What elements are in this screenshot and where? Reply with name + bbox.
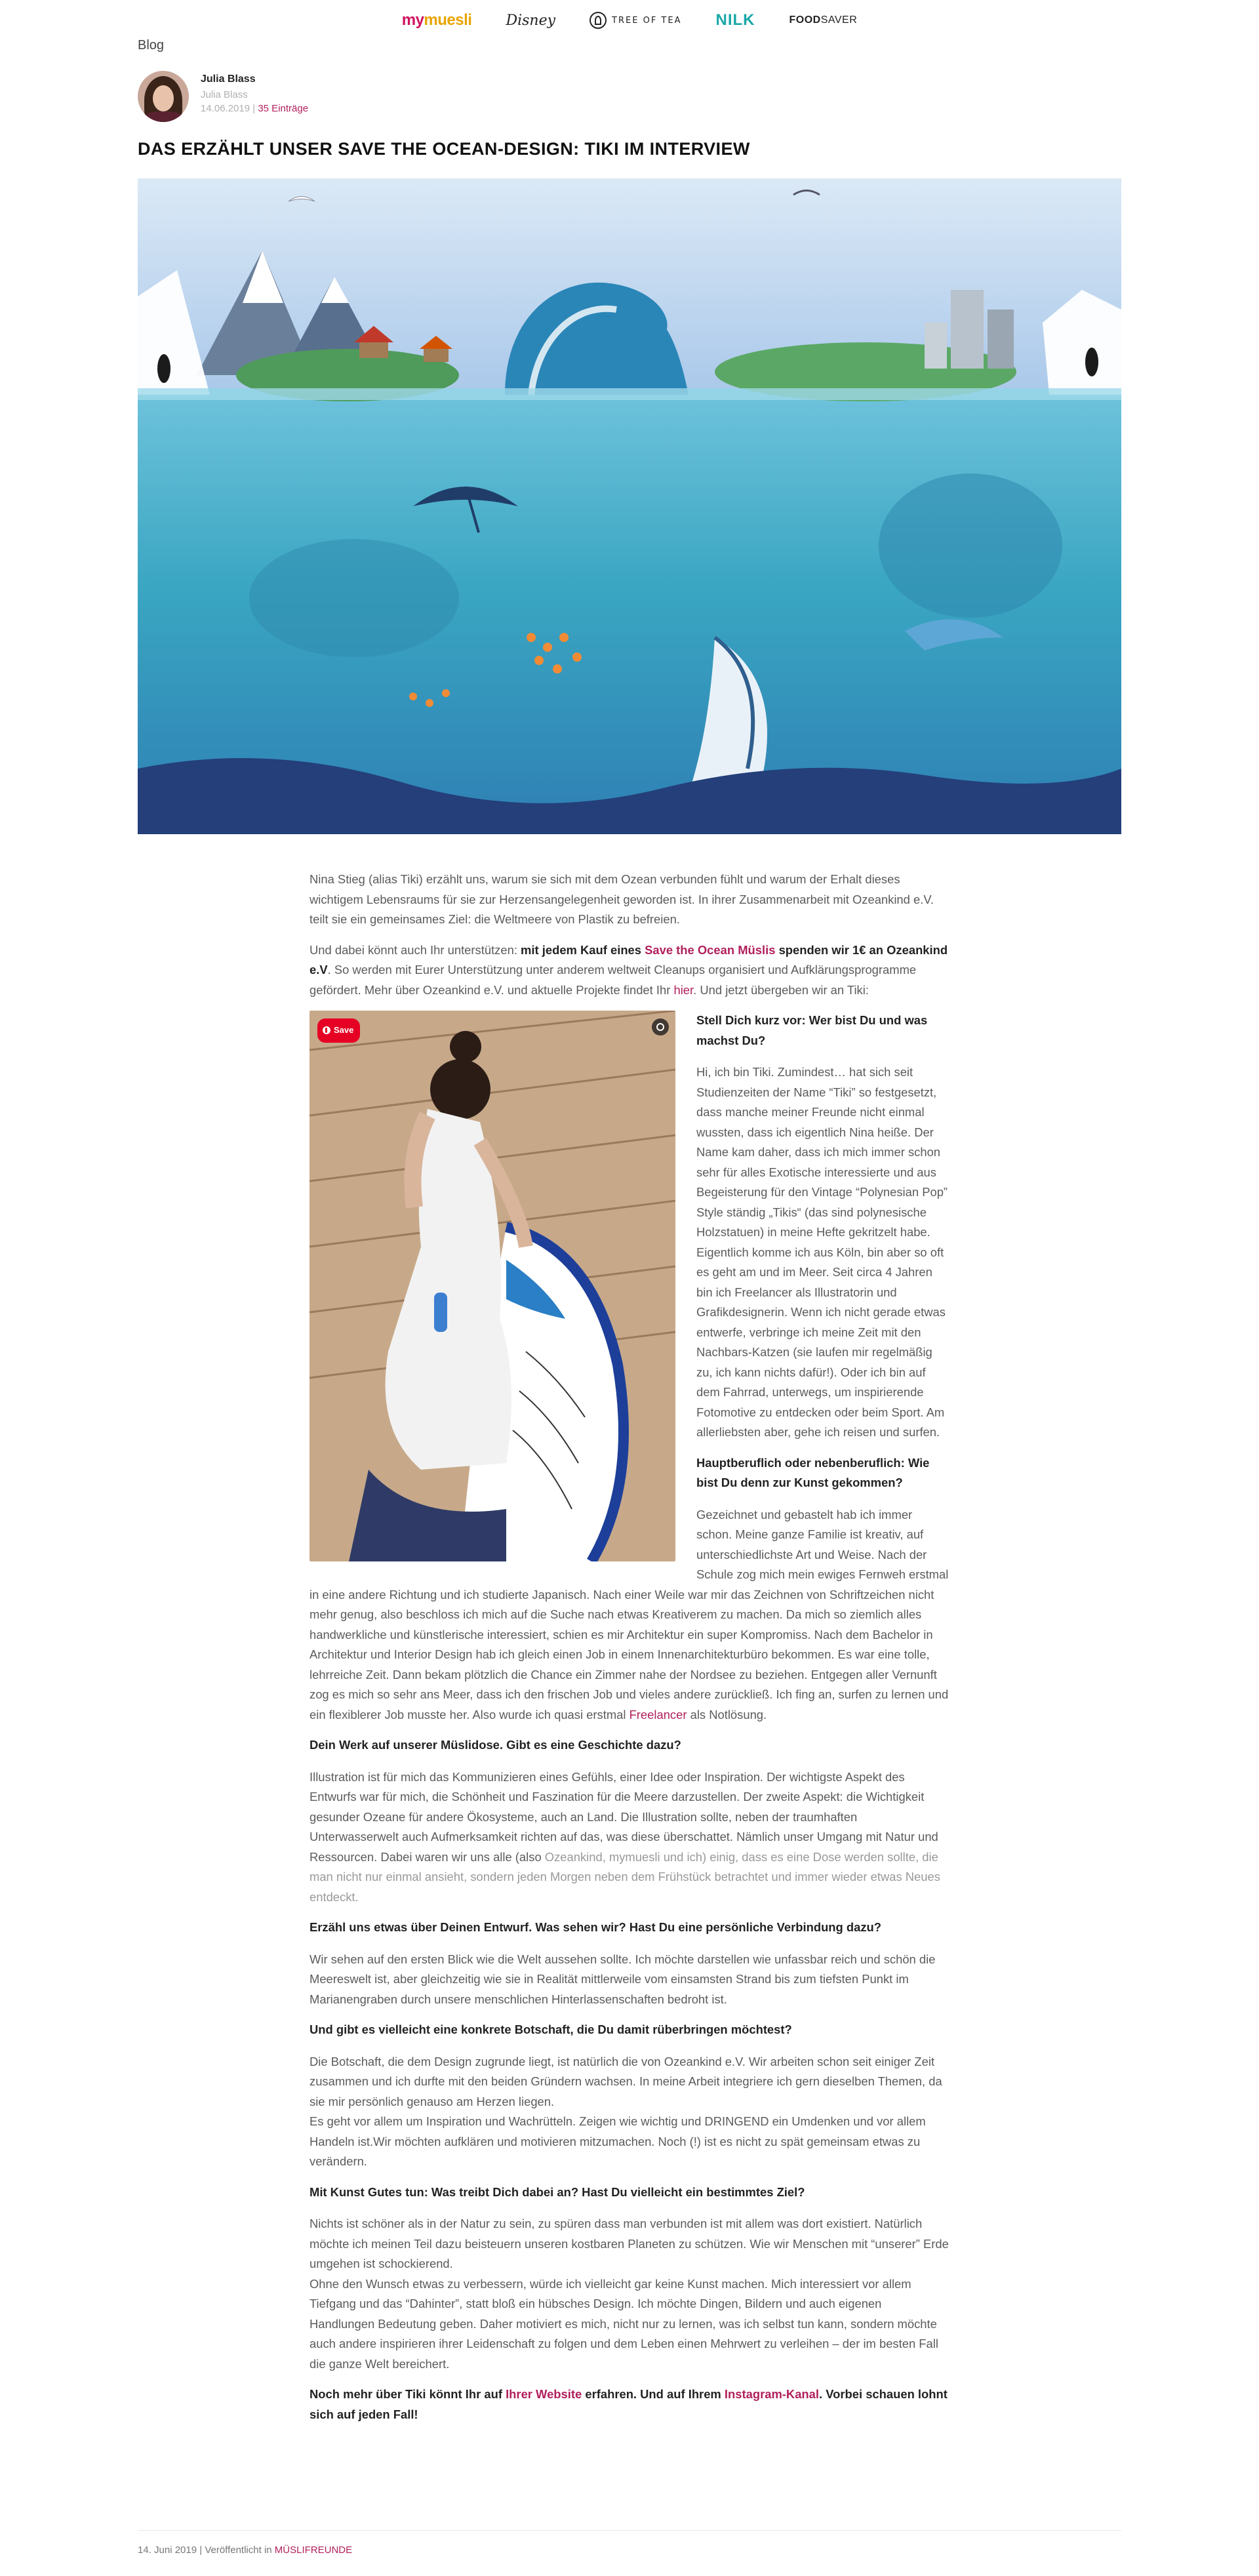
footer-separator: | [199, 2545, 203, 2556]
question-5: Und gibt es vielleicht eine konkrete Botschaft, die Du damit rüberbringen möchtest? [310, 2023, 792, 2036]
footer-published-in: Veröffentlicht in [205, 2545, 272, 2556]
breadcrumb[interactable]: Blog [138, 38, 165, 52]
avatar-face [153, 85, 174, 111]
freelancer-link[interactable]: Freelancer [629, 1707, 687, 1721]
footer-divider [138, 2530, 1121, 2531]
tiki-instagram-link[interactable]: Instagram-Kanal [724, 2387, 820, 2401]
question-3: Dein Werk auf unserer Müslidose. Gibt es eine Geschichte dazu? [310, 1738, 681, 1752]
support-text-c: spenden wir 1€ an Ozeankind e.V [310, 942, 948, 976]
answer-2-end: als Notlösung. [687, 1707, 767, 1721]
avatar[interactable] [138, 71, 189, 122]
answer-2-text: Gezeichnet und gebastelt hab ich immer schon. Meine ganze Familie ist kreativ, auf unterschiedlichste Art und Weise. Nach der Schule zog mich mein ewiges Fernweh erstmal in eine andere Richtung und ich studierte Japanisch. Nach einer Weile war mir das Zeichnen von Schriftzeichen nicht mehr genug, also beschloss ich mich auf die Suche nach etwas Kreativerem zu machen. Da mich so ziemlich alles handwerkliche und künstlerische interessiert, schien es mir Architektur ein super Kompromiss. Nach dem Bachelor in Architektur und Interior Design hab ich gleich einen Job in einem Innenarchitekturbüro bekommen. Es war eine tolle, lehrreiche Zeit. Dann bekam plötzlich die Chance ein Zimmer nahe der Nordsee zu beziehen. Entgegen aller Vernunft zog es mich so sehr ans Meer, dass ich den frischen Job und vieles andere zurückließ. Ich fing an, surfen zu lernen und ein flexiblerer Job musste her. Also wurde ich quasi erstmal [310, 1507, 949, 1721]
author-block [138, 71, 308, 122]
post-footer [138, 2545, 352, 2556]
brand-foodsaver-part-a: FOOD [789, 14, 821, 26]
answer-3 [310, 1767, 949, 1908]
ozeankind-here-link[interactable]: hier [673, 982, 694, 997]
pinterest-save-button[interactable] [317, 1018, 360, 1043]
brand-bar [0, 0, 1259, 41]
outro-text-c: . Vorbei schauen lohnt sich auf jeden Fall! [310, 2387, 948, 2421]
author-name[interactable]: Julia Blass [201, 73, 256, 85]
outro-text-a: Noch mehr über Tiki könnt Ihr auf [310, 2387, 506, 2401]
support-text-d: . So werden mit Eurer Unterstützung unter anderem weltweit Cleanups organisiert und Aufklärungsprogramme gefördert. Mehr über Ozeankind e.V. und aktuelle Projekte findet Ihr [310, 963, 917, 997]
visual-search-icon[interactable] [652, 1018, 669, 1036]
question-6: Mit Kunst Gutes tun: Was treibt Dich dabei an? Hast Du vielleicht ein bestimmtes Ziel? [310, 2184, 805, 2199]
question-4: Erzähl uns etwas über Deinen Entwurf. Was sehen wir? Hast Du eine persönliche Verbindung dazu? [310, 1920, 882, 1934]
brand-tree-of-tea-text: TREE OF TEA [612, 15, 682, 26]
answer-3-text: Illustration ist für mich das Kommunizieren eines Gefühls, einer Idee oder Inspiration. Der wichtigste Aspekt des Entwurfs war für mich, die Schönheit und Faszination für die Meere darzustellen. Der zweite Aspekt: die Wichtigkeit gesunder Ozeane für andere Ökosysteme, auch an Land. Die Illustration sollte, neben der traumhaften Unterwasserwelt auch Aufmerksamkeit richten auf das, was diese überschattet. Nämlich unser Umgang mit Natur und Ressourcen. Dabei waren wir uns alle (also [310, 1769, 938, 1864]
category-link[interactable]: MÜSLIFREUNDE [274, 2545, 353, 2556]
article-intro: Nina Stieg (alias Tiki) erzählt uns, warum sie sich mit dem Ozean verbunden fühlt und warum der Erhalt dieses wichtigem Lebensraums für sie zur Herzensangelegenheit geworden ist. In ihrer Zusammenarbeit mit Ozeankind e.V. teilt sie ein gemeinsames Ziel: die Weltmeere von Plastik zu befreien. [310, 872, 934, 926]
answer-5 [310, 2052, 949, 2172]
article-body [310, 870, 949, 2436]
author-meta [201, 103, 308, 114]
article-support-paragraph [310, 940, 949, 1001]
answer-6 [310, 2214, 949, 2374]
brand-tree-of-tea-logo[interactable] [572, 7, 698, 33]
question-2: Hauptberuflich oder nebenberuflich: Wie bist Du denn zur Kunst gekommen? [696, 1455, 930, 1489]
avatar-shirt [142, 111, 185, 122]
hero-ocean-illustration [138, 178, 1121, 834]
brand-mymuesli-part-b: muesli [424, 11, 472, 29]
pinterest-icon [323, 1026, 330, 1034]
author-info [201, 71, 308, 114]
answer-5-part-2: Es geht vor allem um Inspiration und Wachrütteln. Zeigen wie wichtig und DRINGEND ein Umdenken und vor allem Handeln ist.Wir möchten aufklären und motivieren mitzumachen. Noch (!) ist es nicht zu spät gemeinsam etwas zu verändern. [310, 2114, 926, 2168]
brand-disney-text: Disney [506, 12, 556, 29]
brand-disney-logo[interactable] [489, 7, 572, 33]
answer-1: Hi, ich bin Tiki. Zumindest… hat sich seit Studienzeiten der Name “Tiki” so festgesetzt, dass manche meiner Freunde nicht einmal wussten, dass ich eigentlich Nina heiße. Der Name kam daher, dass ich mich immer schon sehr für alles Exotische interessierte und aus Begeisterung für den Vintage “Polynesian Pop” Style ständig „Tikis“ (das sind polynesische Holzstatuen) in meine Hefte gekritzelt habe. Eigentlich komme ich aus Köln, bin aber so oft es geht am und im Meer. Seit circa 4 Jahren bin ich Freelancer als Illustratorin und Grafikdesignerin. Wenn ich nicht gerade etwas entwerfe, verbringe ich meine Zeit mit den Nachbars-Katzen (sie laufen mir regelmäßig zu, ich kann nichts dafür!). Oder ich bin auf dem Fahrrad, unterwegs, um inspirierende Fotomotive zu entdecken oder beim Sport. Am allerliebsten aber, gehe ich reisen und surfen. [696, 1065, 948, 1439]
outro-text-b: erfahren. Und auf Ihrem [582, 2387, 725, 2401]
brand-nilk-logo[interactable] [698, 7, 772, 33]
answer-4: Wir sehen auf den ersten Blick wie die Welt aussehen sollte. Ich möchte darstellen wie unfassbar reich und schön die Meereswelt ist, aber gleichzeitig wie sie in Realität mittlerweile vom einsamsten Strand bis zum tiefsten Punkt im Marianengraben durch unsere menschlichen Hinterlassenschaften bedroht ist. [310, 1952, 936, 2006]
brand-mymuesli-part-a: my [401, 11, 424, 29]
outro [310, 2385, 949, 2425]
pinterest-save-label: Save [334, 1025, 354, 1035]
support-text-a: Und dabei könnt auch Ihr unterstützen: [310, 942, 521, 957]
question-1: Stell Dich kurz vor: Wer bist Du und was machst Du? [696, 1013, 928, 1047]
meta-separator: | [252, 103, 256, 114]
artist-photo-image [310, 1011, 675, 1561]
tiki-website-link[interactable]: Ihrer Website [506, 2387, 582, 2401]
answer-6-part-1: Nichts ist schöner als in der Natur zu sein, zu spüren dass man verbunden ist mit allem was dort existiert. Natürlich möchte ich meinen Teil dazu beisteuern unseren kostbaren Planeten zu schützen. Wie wir Menschen mit “unserer” Erde umgehen ist schockierend. [310, 2217, 949, 2270]
page-title: DAS ERZÄHLT UNSER SAVE THE OCEAN-DESIGN: TIKI IM INTERVIEW [138, 139, 750, 159]
brand-foodsaver-part-b: SAVER [820, 14, 858, 26]
artist-photo[interactable] [310, 1011, 675, 1561]
answer-3-faded: Ozeankind, mymuesli und ich) einig, dass es eine Dose werden sollte, die man nicht nur einmal ansieht, sondern jeden Morgen neben dem Frühstück betrachtet und immer wieder etwas Neues entdeckt. [310, 1849, 940, 1904]
brand-mymuesli-logo[interactable] [385, 7, 489, 33]
answer-6-part-2: Ohne den Wunsch etwas zu verbessern, würde ich vielleicht gar keine Kunst machen. Mich interessiert vor allem Tiefgang und das “Dahinter”, statt bloß ein hübsches Design. Ich möchte Dingen, Bildern und auch eigenen Handlungen Bedeutung geben. Daher motiviert es mich, nicht nur zu lernen, was ich selbst tun kann, sondern möchte auch andere inspirieren ihrer Leidenschaft zu folgen und dem Leben einen Mehrwert zu verleihen – der im besten Fall die ganze Welt bereichert. [310, 2276, 938, 2371]
brand-foodsaver-logo[interactable] [772, 7, 874, 33]
answer-5-part-1: Die Botschaft, die dem Design zugrunde liegt, ist natürlich die von Ozeankind e.V. Wir arbeiten schon seit einiger Zeit zusammen und ich durfte mit den beiden Gründern wachsen. In meine Arbeit integriere ich gern dieselben Themen, da sie mir persönlich genauso am Herzen liegen. [310, 2054, 942, 2108]
author-subtitle: Julia Blass [201, 89, 248, 100]
author-entries-link[interactable]: 35 Einträge [258, 103, 309, 114]
support-text-b: mit jedem Kauf eines [521, 942, 645, 957]
support-text-e: . Und jetzt übergeben wir an Tiki: [693, 982, 869, 997]
save-the-ocean-link[interactable]: Save the Ocean Müslis [645, 942, 776, 957]
tree-emblem-icon [590, 12, 607, 29]
author-date: 14.06.2019 [201, 103, 250, 114]
footer-date: 14. Juni 2019 [138, 2545, 197, 2556]
brand-nilk-text: NILK [715, 11, 755, 29]
